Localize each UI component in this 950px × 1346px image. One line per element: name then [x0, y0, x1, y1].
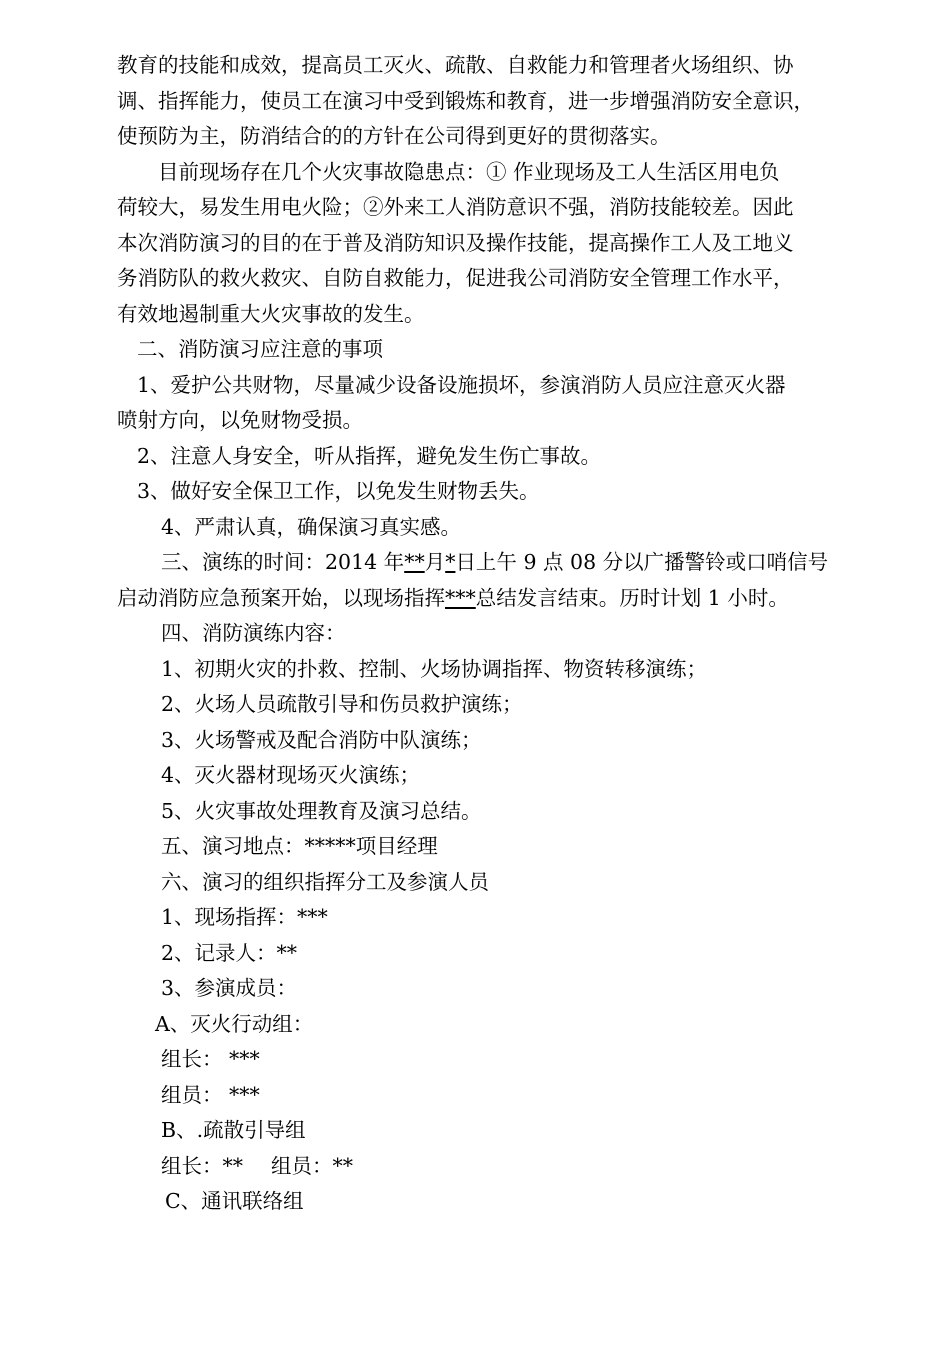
- content-item: 1、初期火灾的扑救、控制、火场协调指挥、物资转移演练；: [161, 656, 708, 681]
- precaution-item-3: 3、做好安全保卫工作，以免发生财物丢失。: [137, 479, 540, 503]
- precaution-item-2: 2、注意人身安全，听从指挥，避免发生伤亡事故。: [137, 443, 602, 468]
- organization-item: 3、参演成员：: [161, 976, 298, 1000]
- text-line: 本次消防演习的目的在于普及消防知识及操作技能，提高操作工人及工地义: [117, 230, 794, 255]
- text-line: 务消防队的救火救灾、自防自救能力，促进我公司消防安全管理工作水平，: [117, 266, 794, 290]
- text-line: 荷较大，易发生用电火险；②外来工人消防意识不强，消防技能较差。因此: [117, 195, 794, 219]
- group-a-leader: 组长： ***: [161, 1047, 260, 1071]
- section-heading-precautions: 二、消防演习应注意的事项: [137, 337, 383, 361]
- text-line: [117, 545, 865, 581]
- drill-time-middle: 日上午 9 点 08 分以广播警铃或口哨信号: [455, 550, 829, 574]
- section-heading-organization: 六、演习的组织指挥分工及参演人员: [161, 869, 489, 894]
- content-item: 3、火场警戒及配合消防中队演练；: [161, 727, 482, 752]
- drill-month-placeholder: **: [404, 550, 425, 574]
- group-b-title: B、.疏散引导组: [161, 1118, 306, 1142]
- organization-item: 2、记录人：**: [161, 940, 298, 965]
- commander-placeholder: ***: [445, 585, 476, 610]
- content-item: 5、火灾事故处理教育及演习总结。: [161, 798, 482, 823]
- precaution-item-1: [117, 368, 865, 439]
- group-c-title: C、通讯联络组: [165, 1189, 304, 1213]
- section-location: 五、演习地点：*****项目经理: [161, 834, 438, 858]
- section-drill-time: [117, 545, 865, 616]
- content-item: 2、火场人员疏散引导和伤员救护演练；: [161, 692, 523, 716]
- section-heading-content: 四、消防演练内容：: [161, 621, 346, 645]
- group-b-roles: [117, 1149, 865, 1185]
- group-b-leader: 组长：**: [161, 1153, 243, 1178]
- drill-day-placeholder: *: [445, 550, 456, 574]
- text-line: [117, 581, 865, 617]
- text-line: 喷射方向，以免财物受损。: [117, 408, 363, 432]
- document-page: [117, 48, 865, 1220]
- paragraph-hazards: [117, 155, 865, 333]
- text-line: 目前现场存在几个火灾事故隐患点：① 作业现场及工人生活区用电负: [158, 159, 780, 184]
- precaution-item-4: 4、严肃认真，确保演习真实感。: [161, 514, 462, 539]
- drill-time-prefix: 三、演练的时间：2014 年: [161, 550, 405, 574]
- drill-end-prefix: 启动消防应急预案开始，以现场指挥: [117, 585, 445, 610]
- organization-item: 1、现场指挥：***: [161, 905, 328, 929]
- text-line: 有效地遏制重大火灾事故的发生。: [117, 301, 425, 326]
- paragraph-purpose-end: [117, 48, 865, 155]
- text-line: 调、指挥能力，使员工在演习中受到锻炼和教育，进一步增强消防安全意识，: [117, 88, 814, 113]
- text-line: 使预防为主，防消结合的的方针在公司得到更好的贯彻落实。: [117, 124, 671, 148]
- text-line: 教育的技能和成效，提高员工灭火、疏散、自救能力和管理者火场组织、协: [117, 53, 794, 77]
- content-item: 4、灭火器材现场灭火演练；: [161, 763, 421, 787]
- group-a-member: 组员： ***: [161, 1082, 260, 1107]
- drill-month-suffix: 月: [424, 550, 446, 574]
- group-a-title: A、灭火行动组：: [155, 1011, 314, 1036]
- text-line: 1、爱护公共财物，尽量减少设备设施损坏，参演消防人员应注意灭火器: [137, 372, 786, 397]
- drill-end-suffix: 总结发言结束。历时计划 1 小时。: [475, 585, 789, 610]
- group-b-member: 组员：**: [271, 1153, 353, 1178]
